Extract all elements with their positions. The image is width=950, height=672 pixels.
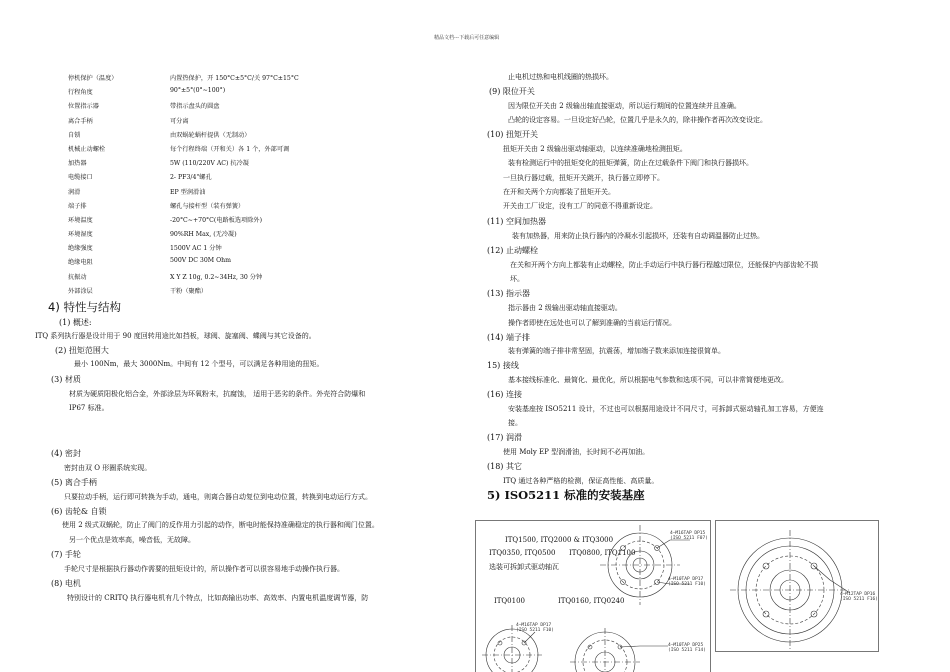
models-line-2a: ITQ0350, ITQ0500 — [489, 549, 556, 557]
spec-key: 加热器 — [68, 160, 87, 168]
spec-value: 90°±5°(0°~100°) — [170, 87, 226, 95]
s10-heading: (10) 扭矩开关 — [487, 130, 538, 139]
s10-body-3: 一旦执行器过载，扭矩开关跳开，执行器立即停下。 — [503, 174, 664, 182]
figure-caption: 选装可拆卸式驱动轴瓦 — [489, 563, 559, 571]
s6-heading: (6) 齿轮& 自锁 — [51, 507, 107, 516]
s3-body-2: IP67 标准。 — [69, 404, 109, 412]
section-4-heading: 4) 特性与结构 — [48, 300, 121, 314]
s1-heading: (1) 概述: — [59, 318, 92, 327]
s16-heading: (16) 连接 — [487, 390, 522, 399]
s3-body-1: 材质为硬质阳极化铝合金，外部涂层为环氧粉末，抗腐蚀， 适用于恶劣的条件。外壳符合防爆和 — [69, 390, 366, 398]
s14-body-1: 装有弹簧的端子排非常坚固，抗震荡，增加端子数来添加连接很简单。 — [508, 347, 725, 355]
spec-value: 带指示盘头的圆盘 — [170, 103, 220, 111]
s14-heading: (14) 端子排 — [487, 333, 530, 342]
s4-heading: (4) 密封 — [51, 449, 81, 458]
s13-body-2: 操作者即使在远处也可以了解到准确的当前运行情况。 — [508, 319, 676, 327]
spec-key: 位置指示器 — [68, 103, 99, 111]
s6-body-1: 使用 2 级式双蜗轮，防止了阀门的反作用力引起的动作，断电时能保持准确稳定的执行器和阀门位置。 — [62, 521, 379, 529]
spec-value: 5W (110/220V AC) 抗冷凝 — [170, 160, 249, 168]
s18-heading: (18) 其它 — [487, 462, 522, 471]
s9-heading: (9) 限位开关 — [489, 87, 535, 96]
s16-body-1: 安装基座按 ISO5211 设计，不过也可以根据用途设计不同尺寸，可拆卸式驱动轴孔加工容易，方便连 — [508, 405, 824, 413]
spec-value: 螺孔与接杆型（装有弹簧） — [170, 202, 245, 210]
s5-body: 只要拉动手柄，运行即可转换为手动，通电，则离合器自动复位到电动位置，转换到电动运行方式。 — [64, 493, 372, 501]
s9-body-1: 因为限位开关由 2 级输出轴直接驱动，所以运行期间的位置连续并且准确。 — [508, 102, 741, 110]
s1-body: ITQ 系列执行器是设计用于 90 度回转用途比如挡板，球阀、旋塞阀、蝶阀与其它设备的。 — [35, 332, 316, 340]
callout-1: 4–M16TAP DP15 (ISO 5211 F07) — [670, 531, 708, 541]
s10-body-2: 装有检测运行中的扭矩变化的扭矩弹簧，防止在过载条件下阀门和执行器损坏。 — [508, 159, 753, 167]
s6-body-2: 另一个优点是效率高，噪音低，无故障。 — [69, 536, 195, 544]
spec-value: 1500V AC 1 分钟 — [170, 245, 222, 253]
spec-value: EP 型润滑油 — [170, 188, 206, 196]
spec-key: 环境湿度 — [68, 231, 93, 239]
spec-value: 90%RH Max, (无冷凝) — [170, 231, 237, 239]
spec-value: 2- PF3/4"螺孔 — [170, 174, 212, 182]
models-line-2b: ITQ0800, ITQ1100 — [569, 549, 636, 557]
s11-heading: (11) 空间加热器 — [487, 217, 546, 226]
spec-key: 润滑 — [68, 188, 81, 196]
page-header: 精品文档---下载后可任意编辑 — [434, 35, 500, 41]
s7-heading: (7) 手轮 — [51, 550, 81, 559]
s18-body-1: ITQ 通过各种严格的检测，保证高性能、高质量。 — [503, 477, 659, 485]
flange-drawing-bottom-right — [570, 628, 668, 672]
spec-value: 干粉（聚酯） — [170, 287, 208, 295]
spec-key: 自锁 — [68, 131, 81, 139]
s10-body-4: 在开和关两个方向都装了扭矩开关。 — [503, 188, 615, 196]
s13-heading: (13) 指示器 — [487, 289, 530, 298]
s16-body-2: 接。 — [508, 419, 522, 427]
spec-value: 每个行程终端（开和关）各 1 个，外部可调 — [170, 145, 290, 153]
spec-key: 机械止动螺栓 — [68, 145, 106, 153]
spec-key: 环境温度 — [68, 216, 93, 224]
s12-heading: (12) 止动螺栓 — [487, 246, 538, 255]
spec-key: 绝缘强度 — [68, 245, 93, 253]
spec-key: 停机保护（温度） — [68, 75, 118, 82]
s10-body-1: 扭矩开关由 2 级输出驱动轴驱动，以连续准确地检测扭矩。 — [503, 145, 687, 153]
s17-body-1: 使用 Moly EP 型润滑油，长时间不必再加油。 — [503, 448, 650, 456]
spec-value: -20°C~+70°C(电路板选项除外) — [170, 216, 263, 224]
s8-body: 特别设计的 CRITQ 执行器电机有几个特点，比如高输出功率、高效率、内置电机温度调节器，防 — [67, 594, 369, 602]
spec-key: 行程角度 — [68, 89, 93, 97]
s13-body-1: 指示器由 2 级输出驱动轴直接驱动。 — [508, 304, 622, 312]
spec-value: 由双蜗轮蜗杆提供（无制动） — [170, 131, 251, 139]
flange-drawing-large — [730, 530, 850, 650]
spec-key: 离合手柄 — [68, 117, 93, 125]
callout-5: 4–M12TAP DP16 (ISO 5211 F16) — [840, 592, 878, 602]
section-5-heading: 5) ISO5211 标准的安装基座 — [487, 488, 645, 502]
spec-key: 抗振动 — [68, 273, 87, 281]
spec-key: 端子排 — [68, 202, 87, 210]
s2-heading: (2) 扭矩范围大 — [55, 346, 109, 355]
s7-body: 手轮尺寸是根据执行器动作需要的扭矩设计的，所以操作者可以很容易地手动操作执行器。 — [64, 565, 344, 573]
s2-body: 最小 100Nm，最大 3000Nm。中间有 12 个型号，可以满足各种用途的扭矩。 — [74, 360, 324, 368]
label-itq0100: ITQ0100 — [494, 597, 525, 605]
spec-value: X Y Z 10g, 0.2~34Hz, 30 分钟 — [170, 273, 263, 281]
s3-heading: (3) 材质 — [51, 375, 81, 384]
spec-key: 绝缘电阻 — [68, 259, 93, 267]
s17-heading: (17) 润滑 — [487, 433, 522, 442]
callout-4: 4–M10TAP DP25 (ISO 5211 F14) — [668, 643, 706, 653]
s11-body-1: 装有加热器，用来防止执行器内的冷凝水引起损坏，还装有自动调温器防止过热。 — [512, 232, 764, 240]
spec-key: 电缆接口 — [68, 174, 93, 182]
spec-value: 可分离 — [170, 117, 189, 125]
s8-continuation: 止电机过热和电机线圈的热损坏。 — [508, 73, 613, 81]
s12-body-1: 在关和开两个方向上都装有止动螺栓，防止手动运行中执行器行程越过限位，还能保护内部齿轮不损 — [510, 261, 818, 269]
s8-heading: (8) 电机 — [51, 579, 81, 588]
callout-3: 4–M16TAP DP17 (ISO 5211 F10) — [516, 623, 554, 633]
spec-key: 外部涂层 — [68, 287, 93, 295]
label-itq0160-0240: ITQ0160, ITQ0240 — [558, 597, 625, 605]
s15-body-1: 基本接线标准化、最简化、最优化，所以根据电气参数和选项不同，可以非常简便地更改。 — [508, 376, 788, 384]
s9-body-2: 凸轮的设定容易。一旦设定好凸轮，位置几乎是永久的，除非操作者再次改变设定。 — [508, 116, 767, 124]
s15-heading: 15) 接线 — [487, 361, 519, 370]
callout-2: 4–M10TAP DP17 (ISO 5211 F10) — [668, 577, 706, 587]
models-line-1: ITQ1500, ITQ2000 & ITQ3000 — [505, 536, 614, 544]
s5-heading: (5) 离合手柄 — [51, 478, 97, 487]
spec-value: 500V DC 30M Ohm — [170, 257, 232, 265]
s10-body-5: 开关由工厂设定，没有工厂的同意不得重新设定。 — [503, 202, 657, 210]
s12-body-2: 坏。 — [510, 275, 524, 283]
s4-body: 密封由双 O 形圈系统实现。 — [64, 464, 152, 472]
spec-value: 内置热保护，开 150°C±5°C/关 97°C±15°C — [170, 75, 299, 82]
